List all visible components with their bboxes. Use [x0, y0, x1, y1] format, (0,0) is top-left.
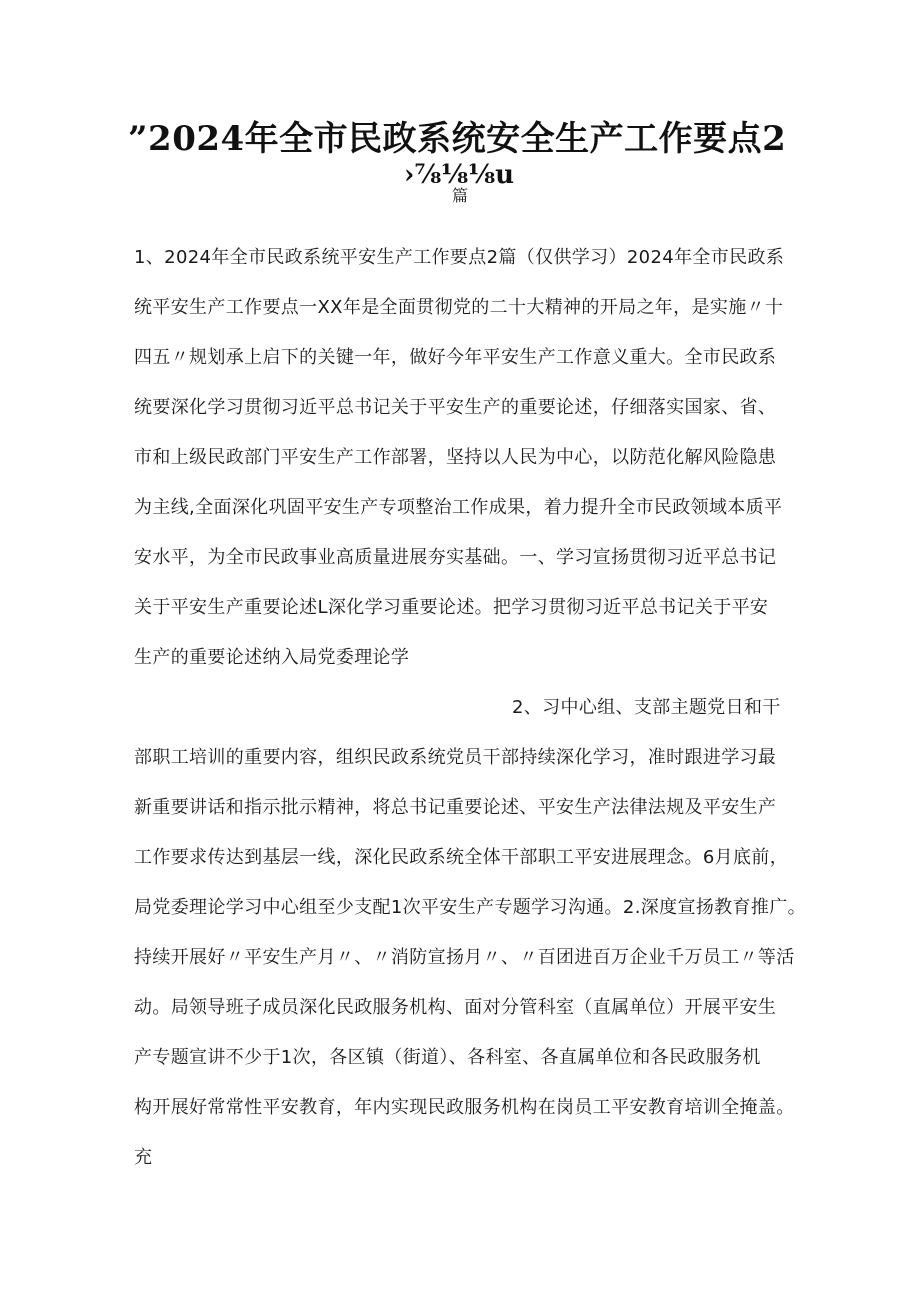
body-line: 充 — [134, 1147, 153, 1168]
body-line: 市和上级民政部门平安生产工作部署，坚持以人民为中心，以防范化解风险隐患 — [134, 447, 777, 468]
body-line: 为主线,全面深化巩固平安生产专项整治工作成果，着力提升全市民政领域本质平 — [134, 497, 783, 518]
body-line: 1、2024年全市民政系统平安生产工作要点2篇（仅供学习）2024年全市民政系 — [134, 247, 785, 268]
body-line: 持续开展好〃平安生产月〃、〃消防宣扬月〃、〃百团进百万企业千万员工〃等活 — [134, 947, 795, 968]
body-line: 四五〃规划承上启下的关键一年，做好今年平安生产工作意义重大。全市民政系 — [134, 347, 777, 368]
body-line: 局党委理论学习中心组至少支配1次平安生产专题学习沟通。2.深度宣扬教育推广。 — [134, 897, 806, 918]
body-line: 统要深化学习贯彻习近平总书记关于平安生产的重要论述，仔细落实国家、省、 — [134, 397, 777, 418]
body-line: 安水平，为全市民政事业高质量进展夯实基础。一、学习宣扬贯彻习近平总书记 — [134, 547, 777, 568]
body-line: 构开展好常常性平安教育，年内实现民政服务机构在岗员工平安教育培训全掩盖。 — [134, 1097, 795, 1118]
body-line: 动。局领导班子成员深化民政服务机构、面对分管科室（直属单位）开展平安生 — [134, 997, 777, 1018]
document-title-garbled: ›⅞⅛⅛u — [404, 160, 515, 190]
body-line: 产专题宣讲不少于1次，各区镇（街道）、各科室、各直属单位和各民政服务机 — [134, 1047, 761, 1068]
body-line: 关于平安生产重要论述L深化学习重要论述。把学习贯彻习近平总书记关于平安 — [134, 597, 769, 618]
document-title-suffix: 篇 — [452, 186, 469, 205]
body-line: 新重要讲话和指示批示精神，将总书记重要论述、平安生产法律法规及平安生产 — [134, 797, 777, 818]
body-line: 部职工培训的重要内容，组织民政系统党员干部持续深化学习，准时跟进学习最 — [134, 747, 777, 768]
document-title: ”2024年全市民政系统安全生产工作要点2 — [128, 119, 787, 159]
body-line-indented: 2、习中心组、支部主题党日和干 — [512, 697, 781, 718]
body-line: 统平安生产工作要点一XX年是全面贯彻党的二十大精神的开局之年，是实施〃十 — [134, 297, 784, 318]
body-line: 工作要求传达到基层一线，深化民政系统全体干部职工平安进展理念。6月底前， — [134, 847, 789, 868]
body-line: 生产的重要论述纳入局党委理论学 — [134, 647, 410, 668]
